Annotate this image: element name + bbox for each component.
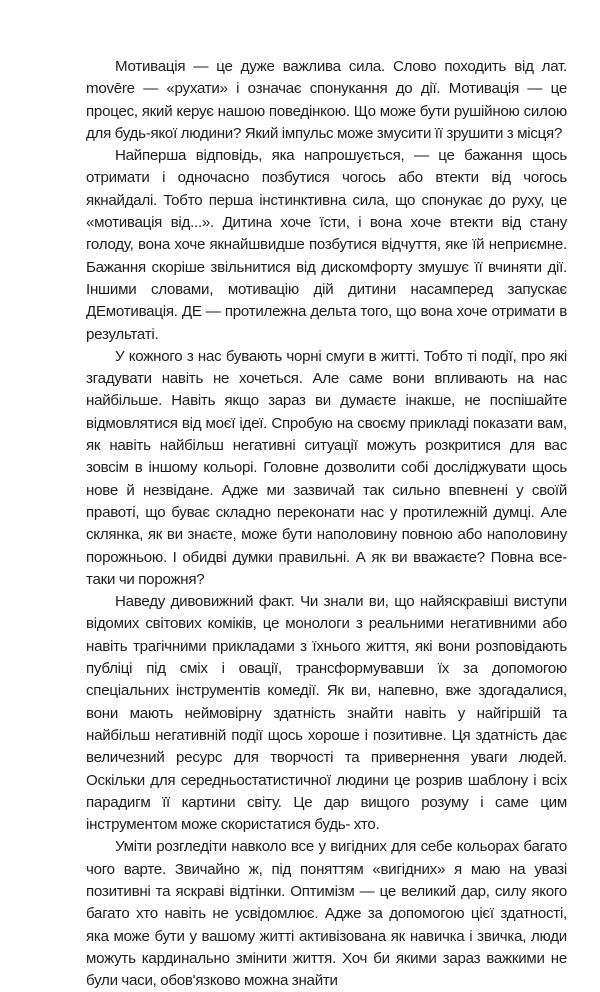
document-page — [86, 56, 567, 992]
paragraph-first-answer: Найперша відповідь, яка напрошується, — це бажання щось отримати і одночасно позбутися чогось або втекти від чогось якнайдалі. Тобто перша інстинктивна сила, що спонукає до руху, це «мотивація від...». Дитина хоче їсти, і вона хоче втекти від стану голоду, вона хоче якнайшвидше позбутися відчуття, яке їй неприємне. Бажання скоріше звільнитися від дискомфорту змушує її вчиняти дії. Іншими словами, мотивацію дій дитини насамперед запускає ДЕмотивація. ДЕ — протилежна дельта того, що вона хоче отримати в результаті. — [86, 147, 567, 343]
paragraph-motivation-definition: Мотивація — це дуже важлива сила. Слово походить від лат. movēre — «рухати» і означає спонукання до дії. Мотивація — це процес, який керує нашою поведінкою. Що може бути рушійною силою для будь-якої людини? Який імпульс може змусити її зрушити з місця? — [86, 58, 567, 142]
paragraph-black-stripes: У кожного з нас бувають чорні смуги в житті. Тобто ті події, про які згадувати навіть не хочеться. Але саме вони впливають на нас найбільше. Навіть якщо зараз ви думаєте інакше, не поспішайте відмовлятися від моєї ідеї. Спробую на своєму прикладі показати вам, як навіть найбільш негативні ситуації можуть розкритися для вас зовсім в іншому кольорі. Головне дозволити собі досліджувати щось нове й незвідане. Адже ми зазвичай так сильно впевнені у своїй правоті, що буває складно переконати нас у протилежній думці. Але склянка, як ви знаєте, може бути наполовину повною або наполовину порожньою. І обидві думки правильні. А як ви вважаєте? Повна все-таки чи порожня? — [86, 347, 567, 588]
paragraph-comedians-fact: Наведу дивовижний факт. Чи знали ви, що найяскравіші виступи відомих світових коміків, це монологи з реальними негативними або навіть трагічними прикладами з їхнього життя, які вони розповідають публіці під сміх і овації, трансформувавши їх за допомогою спеціальних інструментів комедії. Як ви, напевно, вже здогадалися, вони мають неймовірну здатність знайти навіть у найгіршій та найбільш негативній події щось хороше і позитивне. Ця здатність дає величезний ресурс для творчості та привернення уваги людей. Оскільки для середньостатистичної людини це розрив шаблону і всіх парадигм її картини світу. Це дар вищого розуму і саме цим інструментом може скористатися будь- хто. — [86, 593, 567, 834]
paragraph-optimism: Уміти розгледіти навколо все у вигідних для себе кольорах багато чого варте. Звичайно ж, під поняттям «вигідних» я маю на увазі позитивні та яскраві відтінки. Оптимізм — це великий дар, силу якого багато хто навіть не усвідомлює. Адже за допомогою цієї здатності, яка може бути у вашому житті активізована як навичка і звичка, люди можуть кардинально змінити життя. Хоч би якими зараз важкими не були часи, обов'язково можна знайти — [86, 838, 567, 990]
